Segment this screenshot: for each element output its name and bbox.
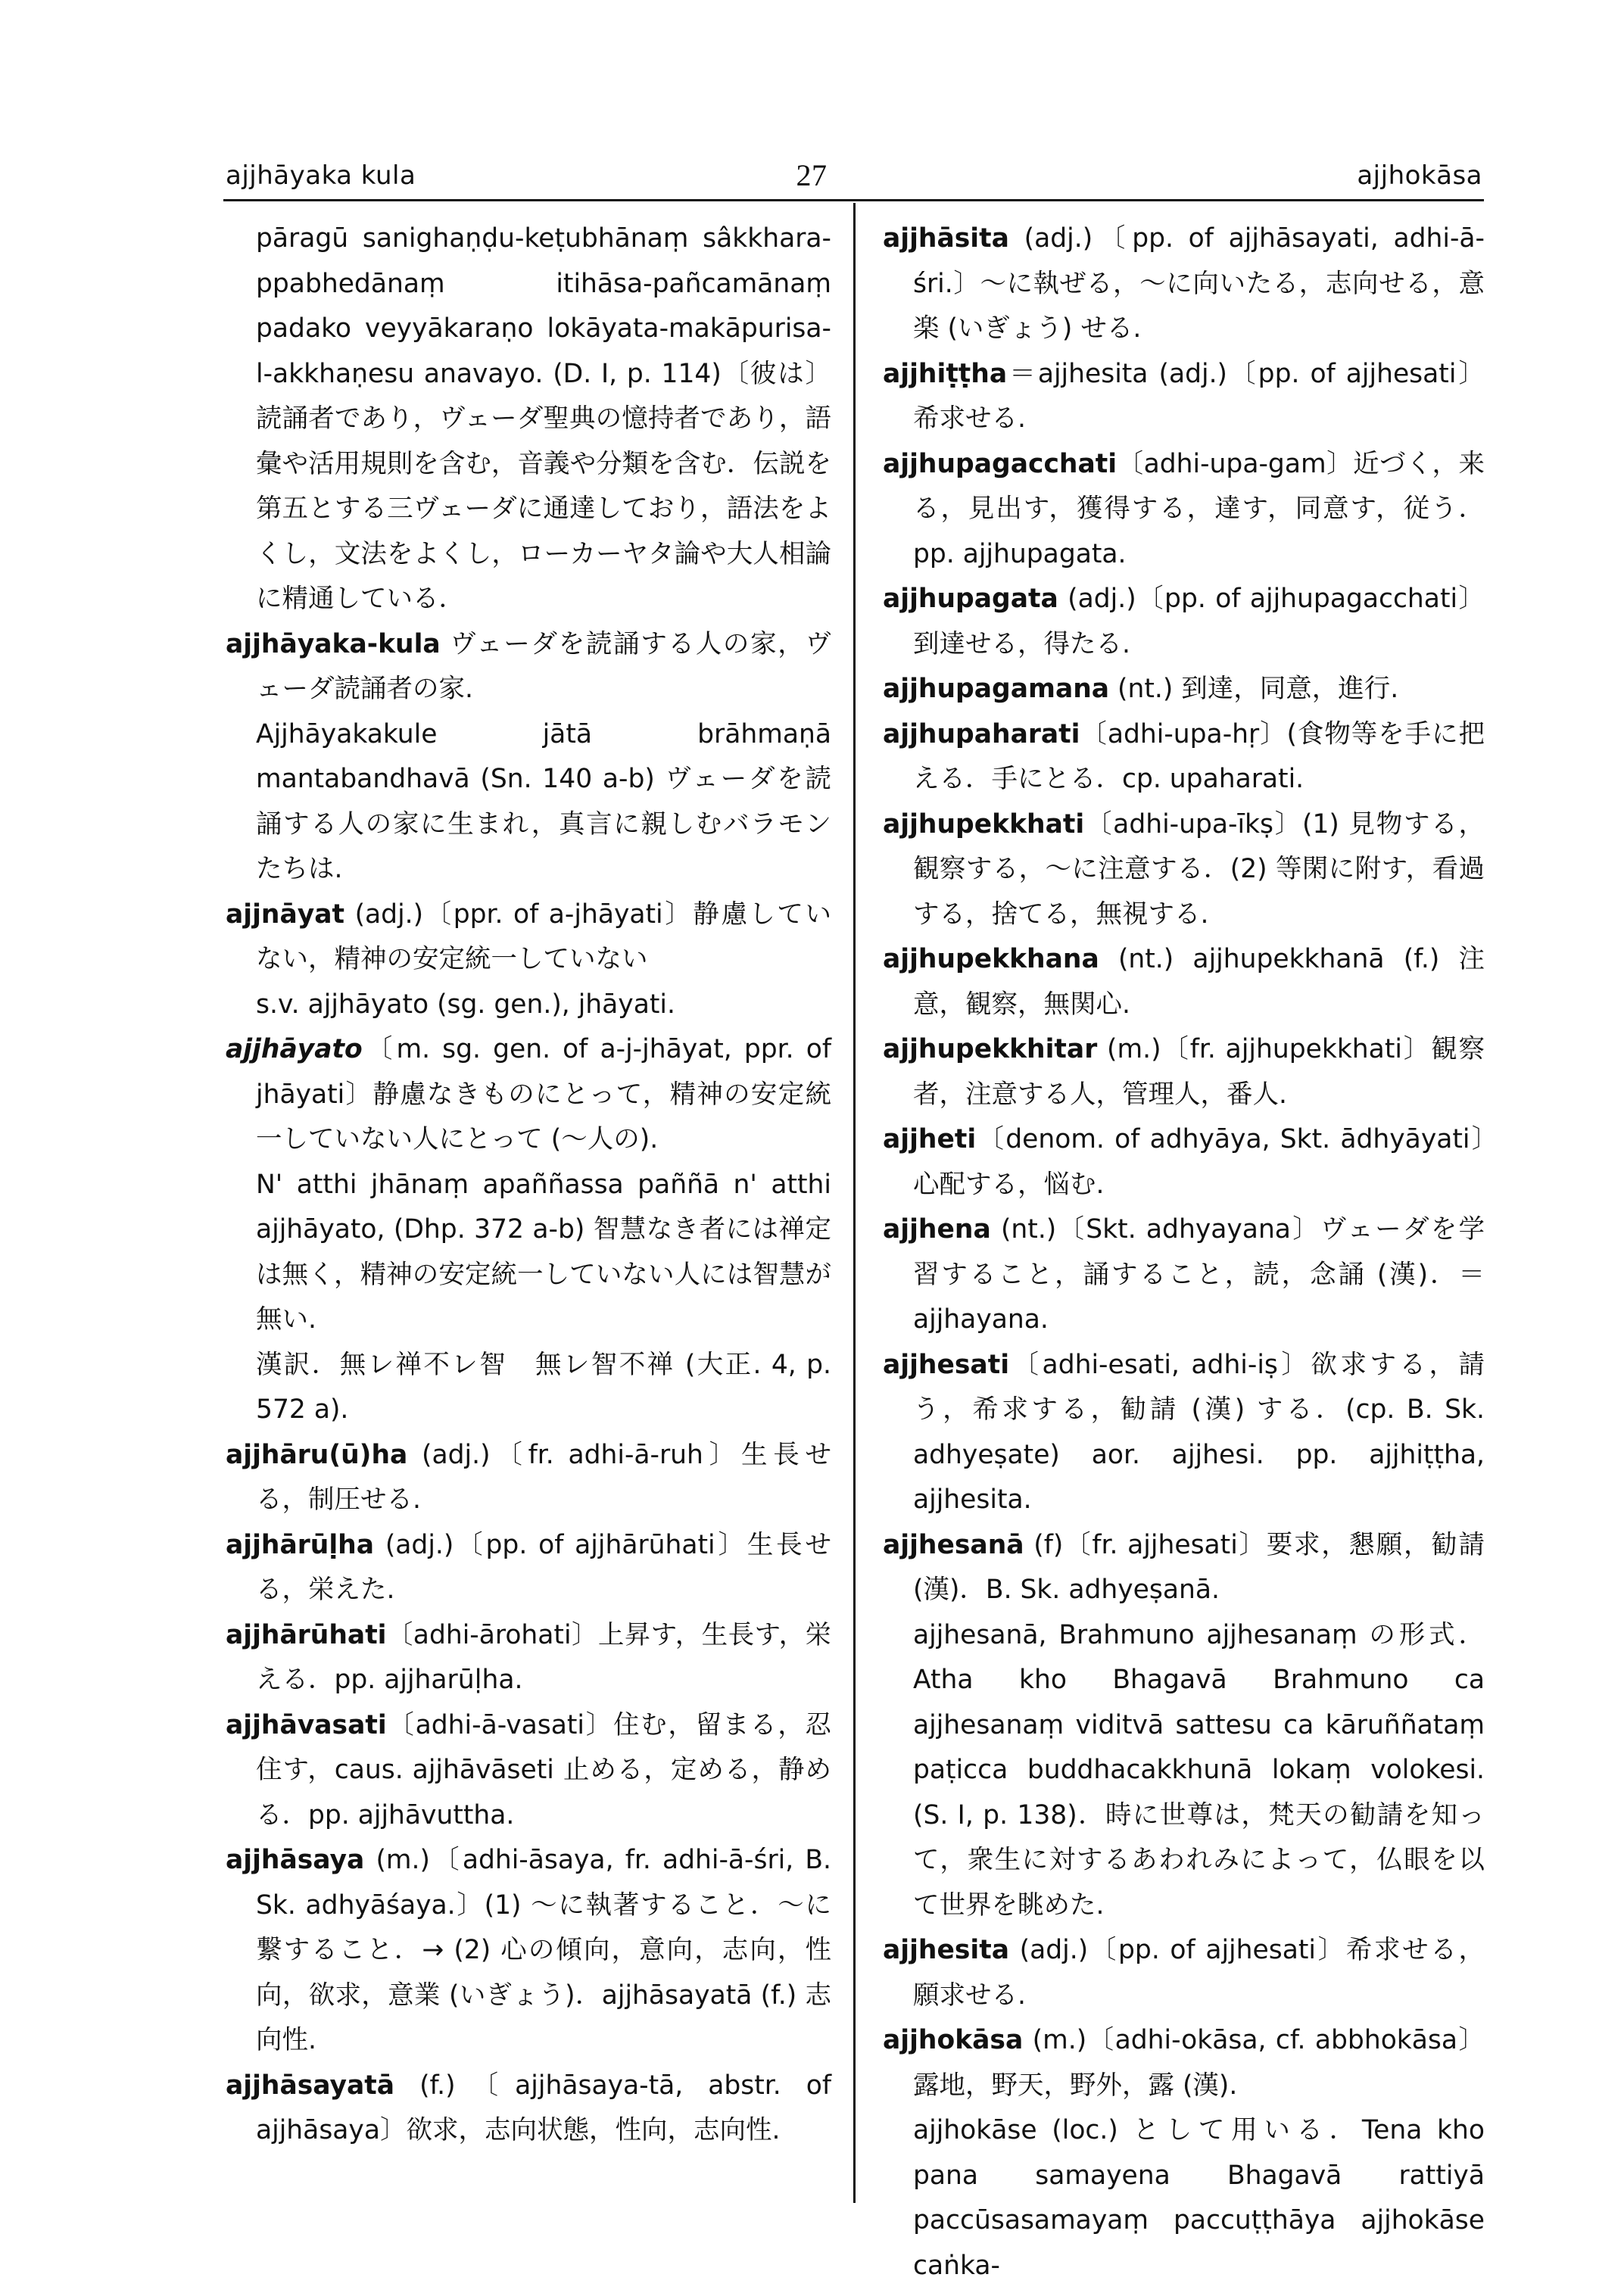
- header-rule: [223, 199, 1484, 201]
- entry-definition: 〔adhi-upa-hṛ〕(食物等を手に把える．手にとる．cp. upaharati.: [913, 718, 1485, 794]
- column-divider: [853, 203, 856, 2203]
- entry-headword: ajjhena: [883, 1214, 991, 1245]
- entry-definition: 〔m. sg. gen. of a-j-jhāyat, ppr. of jhāyati〕静慮なきものにとって，精神の安定統一していない人にとって (〜人の).: [256, 1034, 831, 1154]
- dictionary-entry: [883, 802, 1485, 938]
- dictionary-entry: [883, 217, 1485, 352]
- entry-example: [883, 2108, 1485, 2288]
- entry-definition: 〔adhi-esati, adhi-iṣ〕欲求する，請う，希求する，勧請 (漢) する．(cp. B. Sk. adhyeṣate) aor. ajjhesi. pp. ajjhiṭṭha, ajjhesita.: [913, 1349, 1485, 1515]
- dictionary-entry: [226, 2064, 831, 2154]
- entry-example: [226, 983, 831, 1028]
- entry-headword: ajjheti: [883, 1124, 977, 1154]
- entry-definition: (adj.)〔pp. of ajjhesati〕希求せる，願求せる.: [913, 1935, 1485, 2011]
- entry-definition: (nt.)〔Skt. adhyayana〕ヴェーダを学習すること，誦すること，読，念誦 (漢)．＝ajjhayana.: [913, 1214, 1485, 1335]
- entry-definition: (m.)〔fr. ajjhupekkhati〕観察者，注意する人，管理人，番人.: [913, 1034, 1485, 1110]
- page-number: 27: [796, 158, 828, 192]
- entry-headword: ajjhesita: [883, 1935, 1010, 1965]
- entry-headword: ajjhārūḷha: [226, 1529, 375, 1560]
- entry-headword: ajjhupekkhana: [883, 944, 1099, 974]
- entry-definition: 〔adhi-upa-īkṣ〕(1) 見物する，観察する，〜に注意する．(2) 等閑に附す，看過する，捨てる，無視する.: [913, 808, 1485, 930]
- dictionary-entry: [883, 1207, 1485, 1343]
- entry-headword: ajjhesanā: [883, 1529, 1024, 1560]
- dictionary-entry: [226, 1613, 831, 1703]
- running-header-left: ajjhāyaka kula: [226, 160, 416, 191]
- entry-headword: ajjhupagacchati: [883, 448, 1117, 479]
- example-text: s.v. ajjhāyato (sg. gen.), jhāyati.: [256, 989, 675, 1020]
- entry-text: pāragū sanighaṇḍu-keṭubhānaṃ sâkkhara-ppabhedānaṃ itihāsa-pañcamānaṃ padako veyyākaraṇo lokāyata-makāpurisa-l-akkhaṇesu anavayo. (D. I, p. 114)〔彼は〕読誦者であり，ヴェーダ聖典の憶持者であり，語彙や活用規則を含む，音義や分類を含む．伝説を第五とする三ヴェーダに通達しており，語法をよくし，文法をよくし，ローカーヤタ論や大人相論に精通している．: [256, 223, 831, 614]
- entry-headword: ajjhupekkhati: [883, 808, 1085, 840]
- dictionary-entry: [883, 937, 1485, 1027]
- dictionary-entry: [883, 1027, 1485, 1117]
- entry-example: [883, 1613, 1485, 1929]
- entry-example: [226, 1163, 831, 1343]
- dictionary-entry: [883, 667, 1485, 712]
- entry-definition: (adj.)〔pp. of ajjhāsayati, adhi-ā-śri.〕〜に執ぜる，〜に向いたる，志向せる，意楽 (いぎょう) せる.: [913, 223, 1485, 344]
- entry-headword: ajjhupekkhitar: [883, 1034, 1098, 1064]
- dictionary-entry: [226, 1433, 831, 1523]
- entry-headword: ajjhokāsa: [883, 2025, 1024, 2055]
- entry-definition: (m.)〔adhi-okāsa, cf. abbhokāsa〕露地，野天，野外，露 (漢).: [913, 2025, 1485, 2101]
- entry-definition: 〔adhi-upa-gam〕近づく，来る，見出す，獲得する，達す，同意す，従う．pp. ajjhupagata.: [913, 448, 1485, 569]
- entry-definition: (adj.)〔fr. adhi-ā-ruh〕生長せる，制圧せる.: [256, 1439, 831, 1515]
- entry-definition: (nt.) ajjhupekkhanā (f.) 注意，観察，無関心.: [913, 944, 1485, 1020]
- entry-definition: 〔adhi-ā-vasati〕住む，留まる，忍住す，caus. ajjhāvāseti 止める，定める，静める．pp. ajjhāvuttha.: [256, 1709, 831, 1830]
- example-text: Ajjhāyakakule jātā brāhmaṇā mantabandhavā (Sn. 140 a-b) ヴェーダを読誦する人の家に生まれ，真言に親しむバラモンたちは.: [256, 718, 831, 884]
- entry-headword: ajjhiṭṭha: [883, 358, 1008, 389]
- dictionary-entry: [883, 1928, 1485, 2018]
- entry-definition: ヴェーダを読誦する人の家，ヴェーダ読誦者の家.: [256, 628, 831, 704]
- entry-definition: (nt.) 到達，同意，進行.: [1109, 674, 1399, 704]
- entry-headword: ajjhāsita: [883, 223, 1009, 254]
- dictionary-entry: [226, 622, 831, 712]
- example-text: 漢訳．無レ禅不レ智 無レ智不禅 (大正. 4, p. 572 a).: [256, 1349, 831, 1425]
- dictionary-entry: [883, 1343, 1485, 1523]
- running-header-right: ajjhokāsa: [1357, 160, 1482, 191]
- entry-definition: (adj.)〔pp. of ajjhārūhati〕生長せる，栄えた.: [256, 1529, 831, 1605]
- entry-headword: ajjhupagata: [883, 584, 1058, 614]
- entry-definition: (f.)〔ajjhāsaya-tā, abstr. of ajjhāsaya〕欲求，志向状態，性向，志向性.: [256, 2070, 831, 2145]
- entry-definition: (m.)〔adhi-āsaya, fr. adhi-ā-śri, B. Sk. adhyāśaya.〕(1) 〜に執著すること．〜に繋すること．→ (2) 心の傾向，意向，志向，性向，欲求，意業 (いぎょう)．ajjhāsayatā (f.) 志向性.: [256, 1845, 831, 2055]
- dictionary-entry: [883, 442, 1485, 578]
- entry-headword: ajjhāsayatā: [226, 2070, 395, 2101]
- entry-headword: ajjhesati: [883, 1349, 1010, 1380]
- dictionary-entry: [883, 577, 1485, 667]
- entry-headword: ajjhāru(ū)ha: [226, 1439, 408, 1470]
- entry-headword: ajjhāyato: [226, 1034, 363, 1064]
- dictionary-entry: [226, 1523, 831, 1613]
- entry-definition: 〔denom. of adhyāya, Skt. ādhyāyati〕心配する，悩む.: [913, 1124, 1485, 1200]
- entry-definition: (f)〔fr. ajjhesati〕要求，懇願，勧請 (漢)．B. Sk. adhyeṣanā.: [913, 1529, 1485, 1605]
- entry-headword: ajjhāvasati: [226, 1709, 387, 1740]
- dictionary-entry: [226, 1703, 831, 1839]
- dictionary-entry: [883, 1523, 1485, 1613]
- example-text: N' atthi jhānaṃ apaññassa paññā n' atthi ajjhāyato, (Dhp. 372 a-b) 智慧なき者には禅定は無く，精神の安定統一していない人には智慧が無い.: [256, 1169, 831, 1335]
- dictionary-entry: [883, 352, 1485, 442]
- entry-continuation: [226, 217, 831, 622]
- dictionary-entry: [883, 2018, 1485, 2108]
- example-text: ajjhesanā, Brahmuno ajjhesanaṃ の形式．Atha kho Bhagavā Brahmuno ca ajjhesanaṃ viditvā sattesu ca kāruññataṃ paṭicca buddhacakkhunā lokaṃ volokesi. (S. I, p. 138)．時に世尊は，梵天の勧請を知って，衆生に対するあわれみによって，仏眼を以て世界を眺めた.: [913, 1619, 1485, 1921]
- dictionary-entry: [226, 893, 831, 983]
- entry-definition: 〔adhi-ārohati〕上昇す，生長す，栄える．pp. ajjharūḷha.: [256, 1619, 831, 1695]
- entry-definition: (adj.)〔ppr. of a-jhāyati〕静慮していない，精神の安定統一していない: [256, 899, 831, 974]
- left-column: [226, 217, 831, 2154]
- entry-headword: ajjhārūhati: [226, 1619, 387, 1650]
- entry-example: [226, 1343, 831, 1433]
- entry-definition: ＝ajjhesita (adj.)〔pp. of ajjhesati〕希求せる.: [913, 358, 1485, 434]
- dictionary-entry: [226, 1027, 831, 1163]
- entry-headword: ajjnāyat: [226, 899, 345, 930]
- entry-headword: ajjhupaharati: [883, 718, 1080, 749]
- entry-headword: ajjhāsaya: [226, 1845, 365, 1875]
- entry-headword: ajjhupagamana: [883, 674, 1110, 704]
- example-text: ajjhokāse (loc.) として用いる．Tena kho pana samayena Bhagavā rattiyā paccūsasamayaṃ paccuṭṭhāya ajjhokāse caṅka-: [913, 2115, 1485, 2281]
- dictionary-entry: [883, 712, 1485, 802]
- dictionary-entry: [883, 1117, 1485, 1207]
- entry-definition: (adj.)〔pp. of ajjhupagacchati〕到達せる，得たる.: [913, 584, 1485, 659]
- dictionary-entry: [226, 1838, 831, 2064]
- entry-example: [226, 712, 831, 893]
- entry-headword: ajjhāyaka-kula: [226, 628, 441, 659]
- right-column: [883, 217, 1485, 2288]
